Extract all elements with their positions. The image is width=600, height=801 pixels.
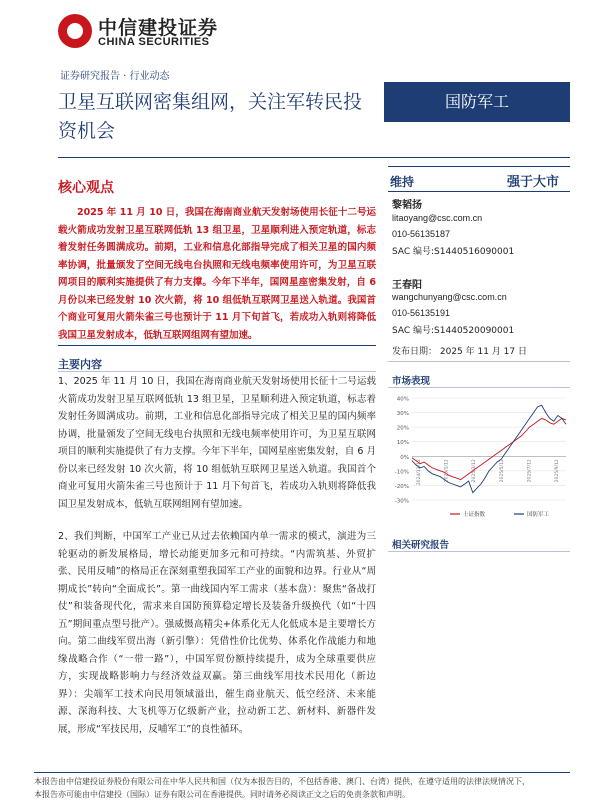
core-view-heading: 核心观点 (58, 180, 114, 196)
header-divider (58, 157, 570, 158)
footer-disclaimer-1: 本报告由中信建投证券股份有限公司在中华人民共和国（仅为本报告目的，不包括香港、澳门、台湾）提供，在遵守适用的法律法规情况下， (34, 777, 530, 786)
y-tick-label: -20% (394, 483, 409, 490)
main-content-heading: 主要内容 (58, 358, 102, 371)
report-category: 证券研究报告 · 行业动态 (60, 71, 170, 82)
rating-value: 强于大市 (507, 175, 560, 190)
y-tick-label: 10% (396, 440, 409, 447)
y-tick-label: 40% (396, 396, 409, 403)
x-tick-label: 2025/5/12 (499, 459, 505, 483)
rating-bottom-rule (388, 191, 570, 192)
legend-label: 国防军工 (527, 512, 550, 518)
market-performance-chart (390, 392, 570, 524)
y-tick-label: 20% (396, 425, 409, 432)
y-tick-label: 0% (400, 454, 409, 461)
y-tick-label: -10% (394, 469, 409, 476)
date-divider (388, 361, 570, 362)
analyst-2-sac: SAC 编号:S1440520090001 (392, 326, 515, 336)
x-tick-label: 2025/9/12 (555, 459, 560, 483)
logo-cn-text: 中信建投证券 (98, 17, 219, 39)
analyst-1-email[interactable]: litaoyang@csc.com.cn (392, 213, 483, 223)
x-tick-label: 2024/11/12 (417, 459, 422, 486)
analyst-2-phone: 010-56135191 (392, 308, 451, 318)
market-heading-underline (388, 387, 570, 388)
footer-divider (34, 772, 570, 773)
rating-top-rule (388, 166, 570, 167)
legend-label: 上证指数 (463, 512, 486, 518)
analyst-1-name: 黎韬扬 (392, 200, 422, 211)
sector-badge: 国防军工 (384, 82, 570, 122)
main-heading-underline (58, 371, 376, 372)
report-title: 卫星互联网密集组网，关注军转民投资机会 (58, 91, 363, 142)
main-paragraph-2: 2、我们判断，中国军工产业已从过去依赖国内单一需求的模式，演进为三轮驱动的新发展格局，增长动能更加多元和可持续。“内需筑基、外贸扩张、民用反哺”的格局正在深刻重塑我国军工产业的面貌和边界。行业从“周期成长”转向“全面成长”。第一曲线国内军工需求（基本盘）：聚焦“备战打仗”和装备现代化，需求来自国防预算稳定增长及装备升级换代（如“十四五”期间重点型号批产）。强威慑高精尖+体系化无人化低成本是主要增长方向。第二曲线军贸出海（新引擎）：凭借性价比优势、体系化作战能力和地缘战略合作（“一带一路”），中国军贸份额持续提升，成为全球重要供应方，实现战略影响力与经济效益双赢。第三曲线军用技术民用化（新边界）：尖端军工技术向民用领域溢出，催生商业航天、低空经济、未来能源、深海科技、大飞机等万亿级新产业，拉动新工艺、新材料、新器件发展，形成“军技民用，反哺军工”的良性循环。 (58, 531, 376, 735)
analyst-1-phone: 010-56135187 (392, 229, 451, 239)
analyst-1-sac: SAC 编号:S1440516090001 (392, 247, 515, 257)
analyst-2-name: 王春阳 (392, 280, 422, 291)
y-tick-label: -30% (394, 498, 409, 505)
footer-disclaimer-2: 本报告亦可能由中信建投（国际）证券有限公司在香港提供。同时请务必阅读正文之后的免责条款和声明。 (34, 790, 410, 799)
market-performance-heading: 市场表现 (392, 376, 431, 387)
analyst-2-email[interactable]: wangchunyang@csc.com.cn (392, 292, 507, 302)
x-tick-label: 2025/3/12 (472, 459, 478, 483)
company-logo-icon (58, 14, 92, 48)
x-tick-label: 2025/7/12 (527, 459, 533, 483)
related-heading-underline (388, 551, 570, 552)
core-view-text: 2025 年 11 月 10 日，我国在海南商业航天发射场使用长征十二号运载火箭成功发射卫星互联网低轨 13 组卫星，卫星顺利进入预定轨道，标志着发射任务圆满成功。前期，工业和信息化部指导完成了相关卫星的国内频率协调，批量颁发了空间无线电台执照和无线电频率使用许可，为卫星互联网项目的顺利实施提供了有力支撑。今年下半年，国网星座密集发射，自 6 月份以来已经发射 10 次火箭，将 10 组低轨互联网卫星送入轨道。我国首个商业可复用火箭朱雀三号也预计于 11 月下旬首飞，若成功入轨则将降低我国卫星发射成本，低轨互联网组网有望加速。 (58, 207, 376, 341)
section-divider (58, 345, 376, 346)
release-date: 发布日期： 2025 年 11 月 17 日 (392, 347, 527, 357)
logo-en-text: CHINA SECURITIES (98, 36, 210, 48)
main-paragraph-1: 1、2025 年 11 月 10 日，我国在海南商业航天发射场使用长征十二号运载火箭成功发射卫星互联网低轨 13 组卫星，卫星顺利进入预定轨道，标志着发射任务圆满成功。前期，工业和信息化部指导完成了相关卫星的国内频率协调，批量颁发了空间无线电台执照和无线电频率使用许可，为卫星互联网项目的顺利实施提供了有力支撑。今年下半年，国网星座密集发射，自 6 月份以来已经发射 10 次火箭，将 10 组低轨互联网卫星送入轨道。我国首个商业可复用火箭朱雀三号也预计于 11 月下旬首飞，若成功入轨则将降低我国卫星发射成本，低轨互联网组网有望加速。 (58, 376, 376, 510)
y-tick-label: 30% (396, 411, 409, 418)
rating-action: 维持 (390, 175, 415, 189)
related-reports-heading: 相关研究报告 (392, 540, 450, 551)
x-tick-label: 2025/1/12 (444, 459, 450, 483)
